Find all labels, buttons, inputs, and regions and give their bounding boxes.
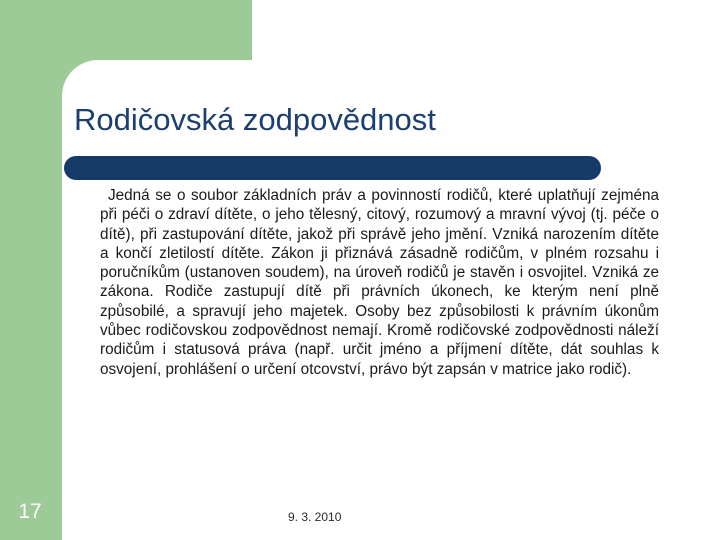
green-side-band [0,0,62,540]
slide-number: 17 [18,500,42,523]
title-underline-bar [64,156,601,180]
slide-title: Rodičovská zodpovědnost [74,102,436,137]
slide-body-text: Jedná se o soubor základních práv a povinností rodičů, které uplatňují zejména při péči o zdraví dítěte, o jeho tělesný, citový, rozumový a mravní vývoj (tj. péče o dítě), při zastupování dítěte, jakož při správě jeho jmění. Vzniká narozením dítěte a končí zletilostí dítěte. Zákon ji přiznává zásadně rodičům, v plném rozsahu i poručníkům (ustanoven soudem), na úroveň rodičů je stavěn i osvojitel. Vzniká ze zákona. Rodiče zastupují dítě při právních úkonech, ke kterým není plně způsobilé, a spravují jeho majetek. Osoby bez způsobilosti k právním úkonům vůbec rodičovskou zodpovědnost nemají. Kromě rodičovské zodpovědnosti náleží rodičům i statusová práva (např. určit jméno a příjmení dítěte, dát souhlas k osvojení, prohlášení o určení otcovství, právo být zapsán v matrice jako rodič). [100,187,659,378]
footer-date: 9. 3. 2010 [288,510,342,524]
